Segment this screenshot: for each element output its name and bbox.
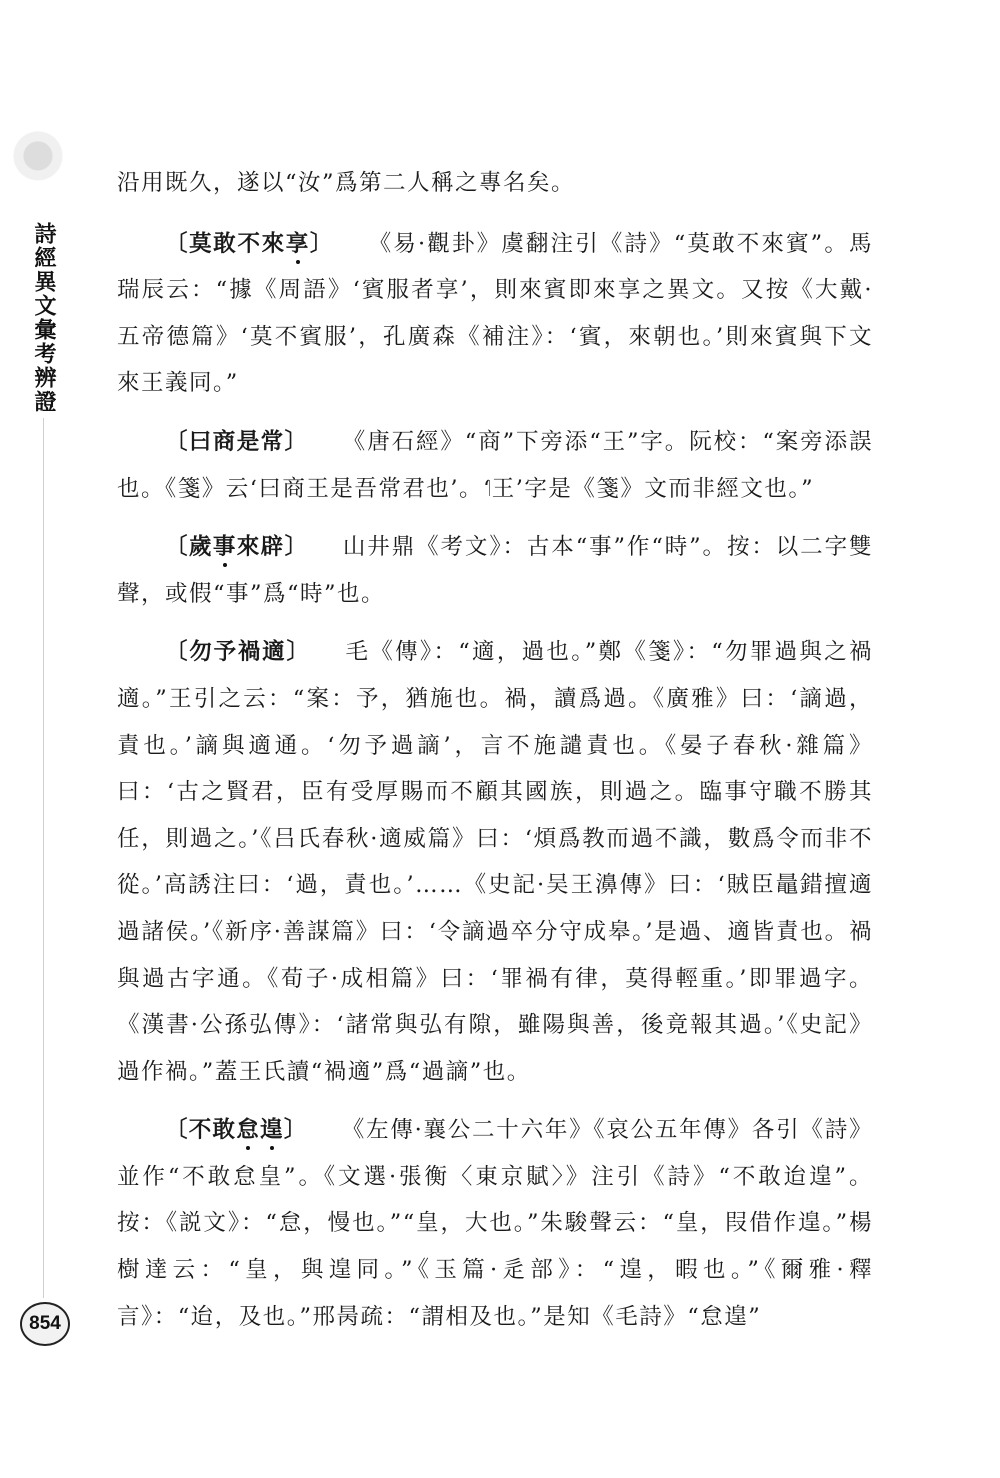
entry-text: 毛《傳》：“適，過也。”鄭《箋》：“勿罪過與之禍適。”王引之云：“案：予，猶施也。禍，讀爲過。《廣雅》曰：‘謫過，責也。’謫與適通。‘勿予過謫’，言不施譴責也。《晏子春秋·雜篇》曰：‘古之賢君，臣有受厚賜而不顧其國族，則過之。臨事守職不勝其任，則過之。’《吕氏春秋·適威篇》曰：‘煩爲教而過不識，數爲令而非不從。’高誘注曰：‘過，責也。’……《史記·吴王濞傳》曰：‘賊臣鼂錯擅適過諸侯。’《新序·善謀篇》曰：‘令謫過卒分守成皋。’是過、適皆責也。禍與過古字通。《荀子·成相篇》曰：‘罪禍有律，莫得輕重。’即罪過字。《漢書·公孫弘傳》：‘諸常與弘有隙，雖陽與善，後竟報其過。’《史記》過作禍。”蓋王氏讀“禍適”爲“過謫”也。	[117, 639, 873, 1085]
spine-divider	[43, 418, 44, 1298]
entry-1	[117, 221, 873, 407]
entry-4	[117, 629, 873, 1095]
entry-3	[117, 524, 873, 617]
entry-2	[117, 419, 873, 512]
entry-text: 《唐石經》“商”下旁添“王”字。阮校：“案旁添誤也。《箋》云‘曰商王是吾常君也’。‘王’字是《箋》文而非經文也。”	[117, 428, 873, 502]
entry-heading: 〔勿予禍適〕	[165, 639, 311, 666]
emphasis-dot-char: 怠	[236, 1117, 261, 1144]
emphasis-dot-char: 遑	[260, 1117, 284, 1144]
entry-5	[117, 1107, 873, 1340]
seal-stamp-icon	[12, 128, 64, 190]
main-text	[117, 160, 873, 1352]
page-number: 854	[20, 1302, 70, 1346]
entry-heading: 〔不敢怠遑〕	[165, 1117, 308, 1144]
entry-heading: 〔歲事來辟〕	[165, 534, 309, 561]
entry-heading: 〔曰商是常〕	[165, 428, 309, 455]
entry-text: 《左傳·襄公二十六年》《哀公五年傳》各引《詩》並作“不敢怠皇”。《文選·張衡〈東京賦〉》注引《詩》“不敢迨遑”。按：《説文》：“怠，慢也。”“皇，大也。”朱駿聲云：“皇，叚借作遑。”楊樹達云：“皇，與遑同。”《玉篇·辵部》：“遑，暇也。”《爾雅·釋言》：“迨，及也。”邢昺疏：“謂相及也。”是知《毛詩》“怠遑”	[117, 1117, 873, 1330]
entry-heading: 〔莫敢不來享〕	[165, 230, 335, 257]
intro-line: 沿用既久，遂以“汝”爲第二人稱之專名矣。	[117, 170, 576, 196]
entry-text: 《易·觀卦》虞翻注引《詩》“莫敢不來賓”。馬瑞辰云：“據《周語》‘賓服者享’，則來賓即來享之異文。又按《大戴·五帝德篇》‘莫不賓服’，孔廣森《補注》：‘賓，來朝也。’則來賓與下文來王義同。”	[117, 230, 873, 397]
spine-book-title: 詩經異文彙考辨證	[31, 222, 57, 414]
entry-text: 山井鼎《考文》：古本“事”作“時”。按：以二字雙聲，或假“事”爲“時”也。	[117, 534, 873, 607]
